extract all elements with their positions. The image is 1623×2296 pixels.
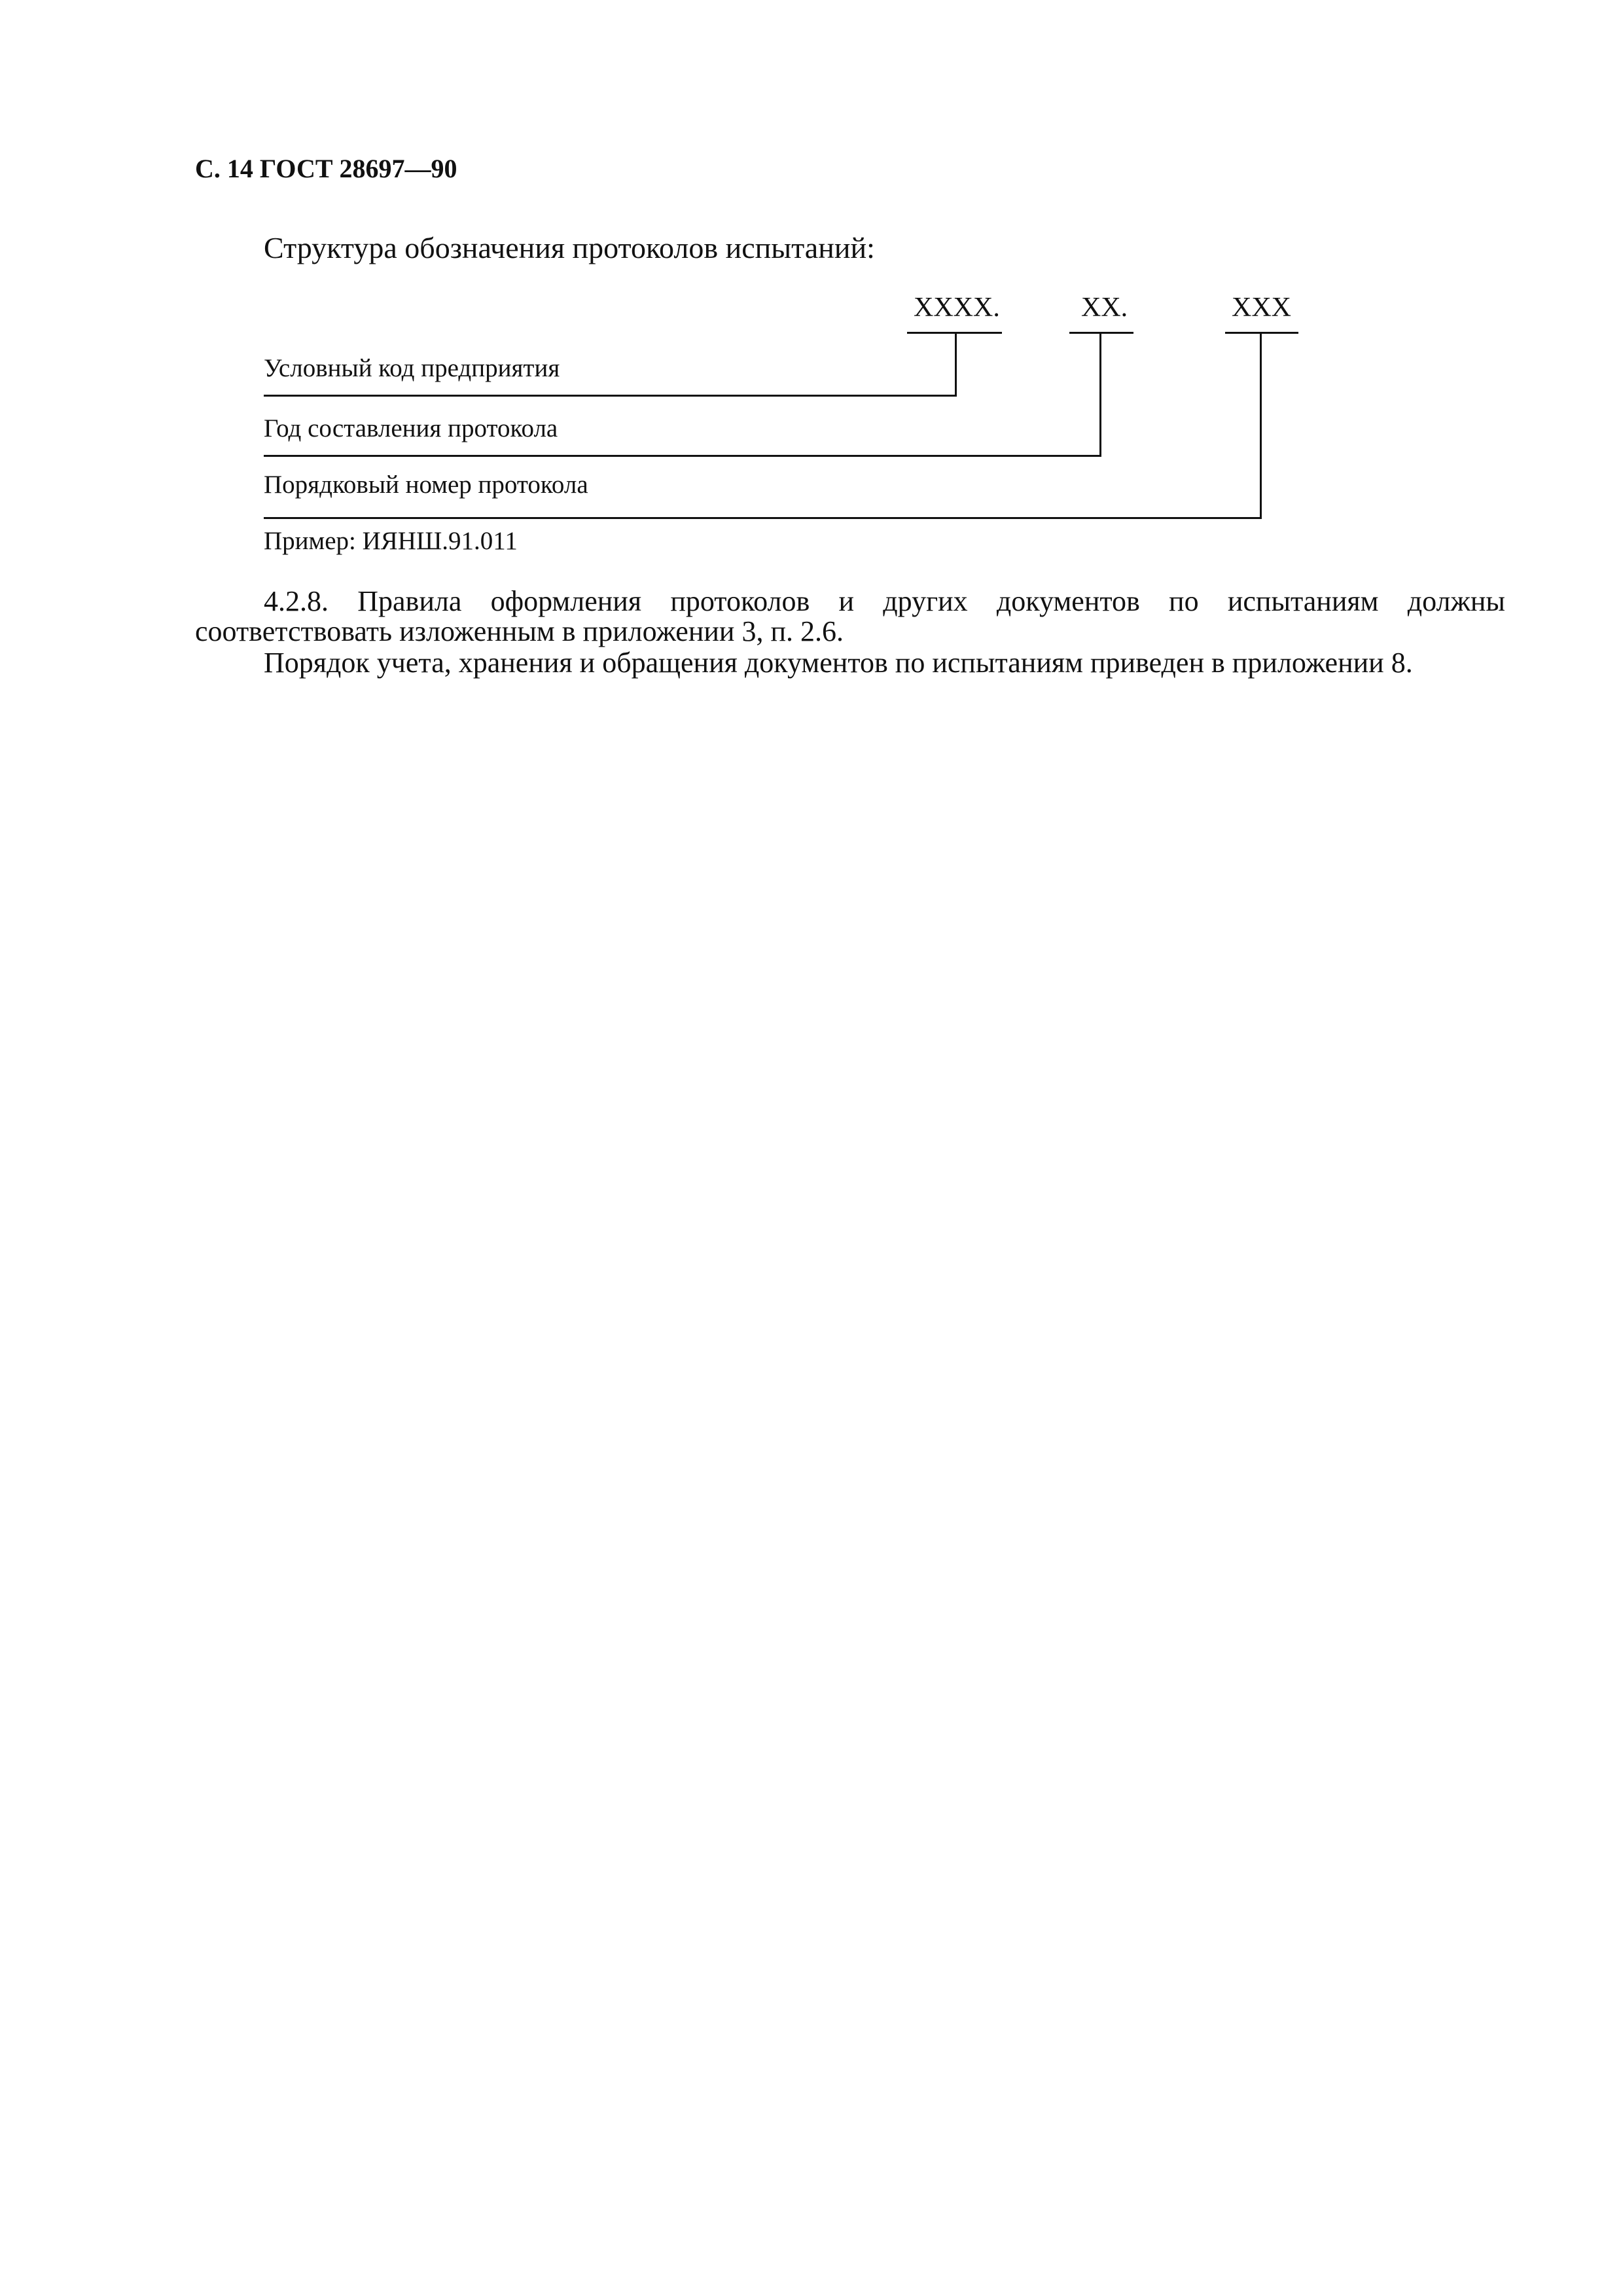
leader-horizontal-year	[264, 455, 1101, 457]
label-protocol-number: Порядковый номер протокола	[264, 471, 588, 499]
code-underline-number	[1225, 332, 1298, 334]
leader-vertical-year	[1099, 332, 1101, 456]
label-enterprise-code: Условный код предприятия	[264, 354, 560, 382]
leader-vertical-number	[1260, 332, 1262, 518]
label-protocol-year: Год составления протокола	[264, 414, 558, 442]
leader-vertical-enterprise	[955, 332, 957, 396]
leader-horizontal-number	[264, 517, 1262, 519]
code-group-year: XX.	[1081, 293, 1128, 323]
paragraph-document-handling: Порядок учета, хранения и обращения документов по испытаниям приведен в приложении 8.	[264, 647, 1413, 679]
example-line: Пример: ИЯНШ.91.011	[264, 527, 518, 555]
paragraph-4-2-8: 4.2.8. Правила оформления протоколов и других документов по испытаниям должны соответствовать изложенным в приложении 3, п. 2.6.	[195, 585, 1505, 647]
code-underline-year	[1069, 332, 1133, 334]
code-group-number: XXX	[1232, 293, 1291, 323]
intro-line: Структура обозначения протоколов испытаний:	[264, 231, 875, 264]
page-header: С. 14 ГОСТ 28697—90	[195, 154, 457, 183]
code-group-enterprise: XXXX.	[914, 293, 1000, 323]
leader-horizontal-enterprise	[264, 395, 957, 397]
